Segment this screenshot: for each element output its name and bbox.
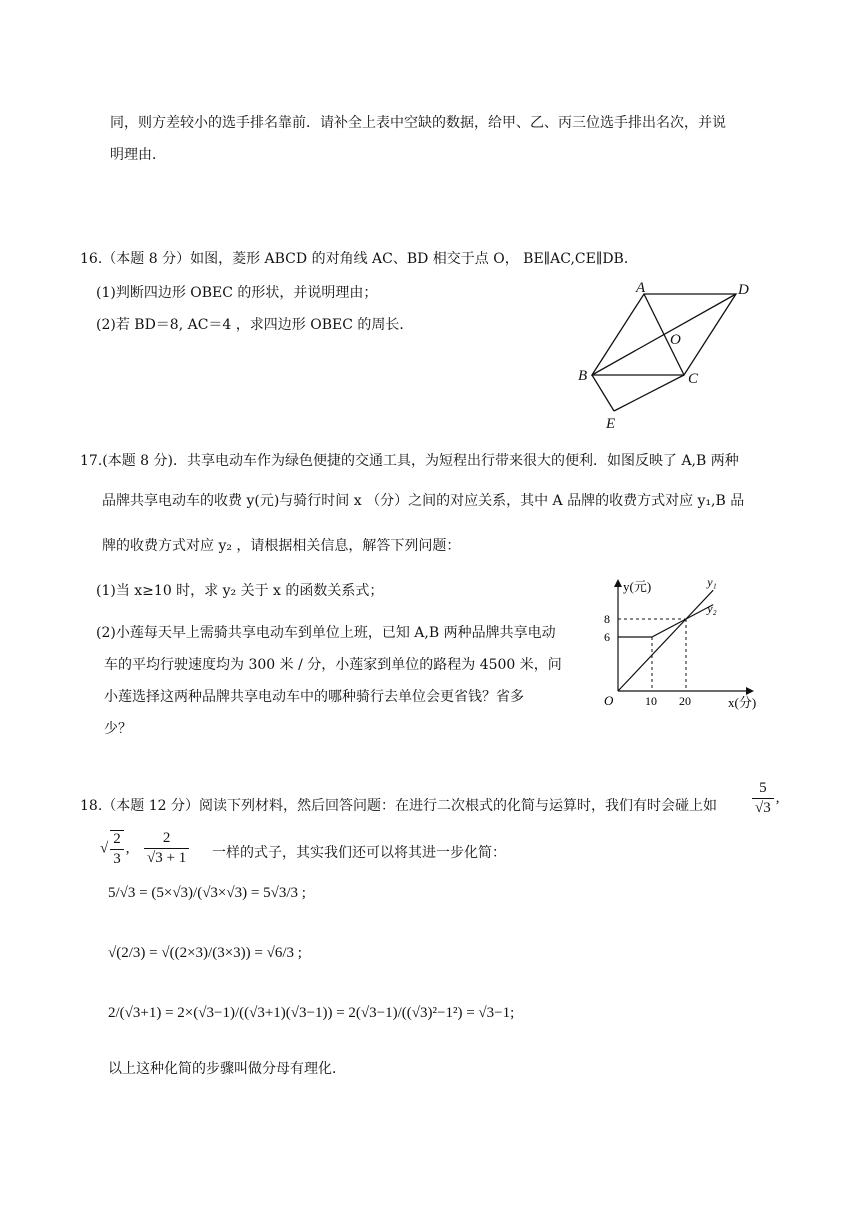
q18-stem-1: 18.（本题 12 分）阅读下列材料，然后回答问题：在进行二次根式的化简与运算时，我们有时会碰上如 <box>80 798 717 814</box>
equation-3: 2/(√3+1) = 2×(√3−1)/((√3+1)(√3−1)) = 2(√3−1)/((√3)²−1²) = √3−1; <box>108 1005 515 1021</box>
y-axis-arrow <box>614 579 622 587</box>
q17-part-2-line-1: (2)小莲每天早上需骑共享电动车到单位上班，已知 A,B 两种品牌共享电动 <box>96 625 556 641</box>
fraction-5-over-root3: $\frac{5}{√3}$ , <box>750 780 779 817</box>
rhombus-diagram <box>570 280 770 432</box>
equation-1: 5/√3 = (5×√3)/(√3×√3) = 5√3/3 ; <box>108 885 306 901</box>
label-b: B <box>578 368 588 384</box>
segment-ce <box>614 375 684 411</box>
q17-stem-3: 牌的收费方式对应 y₂ ，请根据相关信息，解答下列问题： <box>102 538 461 554</box>
intro-line-2: 明理由． <box>110 147 166 163</box>
fee-chart <box>588 575 763 720</box>
intro-line-1: 同，则方差较小的选手排名靠前．请补全上表中空缺的数据，给甲、乙、丙三位选手排出名次，并说 <box>110 115 726 131</box>
label-e: E <box>606 416 616 432</box>
equation-2: √(2/3) = √((2×3)/(3×3)) = √6/3 ; <box>108 945 302 961</box>
diagonal-bd <box>592 294 736 375</box>
series-line-2 <box>618 605 713 637</box>
q18-conclusion: 以上这种化简的步骤叫做分母有理化． <box>108 1061 346 1077</box>
q17-part-2-line-3: 小莲选择这两种品牌共享电动车中的哪种骑行去单位会更省钱？省多 <box>104 689 524 705</box>
q16-part-2: (2)若 BD＝8, AC＝4 ，求四边形 OBEC 的周长． <box>96 317 414 333</box>
root-2-over-3: √ $\frac{2}{3}$ , <box>100 831 130 867</box>
y-tick-8: 8 <box>604 612 610 626</box>
q17-part-2-line-2: 车的平均行驶速度均为 300 米 / 分，小莲家到单位的路程为 4500 米，问 <box>104 657 562 673</box>
y-tick-6: 6 <box>604 630 610 644</box>
series-line-1 <box>618 590 713 691</box>
series-label-1: y₁ <box>707 575 717 590</box>
fraction-2-over-root3-plus-1: $\frac{2}{√3 + 1}$ <box>142 830 191 867</box>
label-d: D <box>738 282 749 298</box>
origin-label: O <box>604 693 614 708</box>
q16-part-1: (1)判断四边形 OBEC 的形状，并说明理由； <box>96 285 378 301</box>
q17-part-1: (1)当 x≥10 时，求 y₂ 关于 x 的函数关系式； <box>96 583 384 599</box>
label-a: A <box>636 280 646 296</box>
q17-stem-1: 17.(本题 8 分)．共享电动车作为绿色便捷的交通工具，为短程出行带来很大的便利．如图反映了 A,B 两种 <box>80 453 739 469</box>
q18-stem-2: 一样的式子，其实我们还可以将其进一步化简： <box>212 845 506 861</box>
q16-stem: 16.（本题 8 分）如图，菱形 ABCD 的对角线 AC、BD 相交于点 O， BE∥AC,CE∥DB． <box>80 251 638 267</box>
label-o: O <box>670 332 681 348</box>
x-axis-arrow <box>746 687 754 695</box>
x-tick-20: 20 <box>679 694 691 708</box>
x-axis-label: x(分) <box>728 695 757 710</box>
q17-part-2-line-4: 少？ <box>104 721 132 737</box>
label-c: C <box>688 371 699 387</box>
x-tick-10: 10 <box>645 694 657 708</box>
segment-be <box>592 375 614 411</box>
q17-stem-2: 品牌共享电动车的收费 y(元)与骑行时间 x （分）之间的对应关系，其中 A 品牌的收费方式对应 y₁,B 品 <box>102 493 745 509</box>
y-axis-label: y(元) <box>623 579 652 594</box>
series-label-2: y₂ <box>707 601 717 616</box>
